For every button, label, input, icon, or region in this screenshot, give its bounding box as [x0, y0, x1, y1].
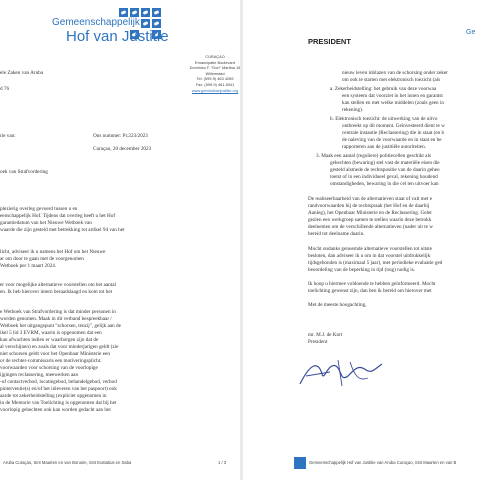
signatory-title: President	[308, 339, 328, 345]
text-line: e Wetboek van Strafvordering is dat minder personen in	[0, 309, 116, 315]
website-link[interactable]: www.gemhofvanjustitie.org	[191, 87, 239, 93]
list-item: b. Elektronisch toezicht: de uitwerking van de uitvo	[330, 116, 438, 122]
reference-number: Ons nummer: Pr.223/2023	[93, 133, 148, 139]
text-line: worden genomen. Maak in dit verband bespreekbaar /	[0, 316, 112, 322]
address-line: Willemstad	[205, 70, 225, 76]
text-line: een systeem dat voorziet in het innen en garantst	[342, 93, 443, 99]
footer-logo-icon	[294, 457, 306, 469]
page-footer: Gemeenschappelijk Hof van Justitie van Aruba Curaçao, Sint Maarten en van B	[309, 460, 457, 465]
text-line: en. Ik heb hierover intern beraadslaagd en kom tot het	[0, 289, 113, 295]
address-line: Dominico F. "Don" Martina 18	[189, 65, 240, 71]
text-line: waarde die zijn gesteld met betrekking tot artikel 94 van het	[0, 227, 125, 233]
text-line: voorlopig gehechten ook kan worden gedacht aan het	[0, 407, 111, 413]
text-line: de naleving van de voorwaarde en in staat en be	[342, 137, 442, 143]
text-line: garantiedatum van het Nieuwe Wetboek van	[0, 220, 92, 226]
text-line: or de rechter-commissaris een motiveringsplicht.	[0, 358, 102, 364]
address-line: Fax: (599-9) 461 8341	[195, 81, 235, 87]
org-name-line2: Hof van Justitie	[66, 28, 169, 45]
text-line: om ook te starten met elektronisch toezicht (als	[342, 77, 441, 83]
text-line: ontbreekt op dit moment. Geïnvesteerd dient te w	[342, 123, 445, 129]
text-line: bereid tot deelname daarin.	[308, 231, 365, 237]
text-line: rie van:	[0, 133, 16, 139]
address-line: Tel: (599-9) 463 4265	[196, 76, 234, 82]
logo-tile-icon	[152, 8, 161, 17]
logo-tile-icon	[119, 8, 128, 17]
page-number: 1 / 3	[218, 460, 227, 465]
text-line: De realiseerbaarheid van de alternatieven staat of valt met e	[308, 196, 433, 202]
letter-page-2	[243, 0, 480, 480]
text-line: licht, adviseer ik u namens het Hof om het Nieuwe	[0, 249, 106, 255]
list-item: 3. Maak een aantal (reguliere) politiecellen geschikt als	[316, 153, 431, 159]
letter-date: Curaçao, 20 december 2023	[93, 146, 152, 152]
text-line: kan stellen en met welke middelen (zoals geen in	[342, 100, 444, 106]
text-line: voorwaarden voor schorsing van de voorlopige	[0, 365, 98, 371]
text-line: ijgingen reclassering, meewerken aan	[0, 372, 79, 378]
text-line: niet schorsen geldt voor het Openbaar Ministerie een	[0, 351, 110, 357]
signatory-name: mr. M.J. de Kort	[308, 332, 343, 338]
text-line: Wetboek het uitgangspunt "schorsen, tenzij", gelijk aan de	[0, 323, 121, 329]
text-line: gehechten (bewaring) stel vast de materiële eisen die	[330, 160, 440, 166]
org-name-line1: Gemeenschappelijk	[52, 17, 140, 28]
logo-tile-icon	[152, 19, 161, 28]
page-header-president: PRESIDENT	[308, 37, 351, 46]
text-line: nieuw leven inblazen van de schorsing onder zeker	[342, 70, 448, 76]
text-line: centrale instantie (Reclassering) die in staat (en b	[342, 130, 445, 136]
text-line: toetst of in een individueel geval, rekening houdend	[330, 174, 438, 180]
text-line: beoordeling van de beperking in tijd (nog) nodig is.	[308, 267, 416, 273]
text-line: deelnemen om de verschillende alternatieven (nader uit te w	[308, 224, 434, 230]
list-item: a. Zekerheidstelling: het gebruik van deze voorwaa	[330, 86, 437, 92]
text-line: ar om door te gaan met de voorgenomen	[0, 256, 84, 262]
text-line: d 76	[0, 86, 10, 92]
text-line: toelichting gewenst zijn, dan ben ik bereid om hierover met	[308, 288, 432, 294]
text-line: kan afwachten indien er waarborgen zijn dat de	[0, 337, 99, 343]
address-line: Emancipatie Boulevard	[194, 59, 235, 65]
court-address	[180, 54, 240, 93]
text-line: -of contactverbod, locatiegebod, behandelgebod, verbod	[0, 379, 117, 385]
text-line: gesteld alsmede de rechtspositie van de daarin geheo	[330, 167, 440, 173]
text-line: Aanleg), het Openbaar Ministerie en de Reclassering. Gelet	[308, 210, 432, 216]
text-line: Wetboek per 1 maart 2024.	[0, 263, 57, 269]
logo-tile-icon	[130, 8, 139, 17]
subject-line: oek van Strafvordering	[0, 169, 48, 175]
text-line: al verschijnen) en zoals dat voor minderjarigen geldt (zie	[0, 344, 119, 350]
text-line: Ik hoop u hiermee voldoende te hebben geïnformeerd. Mocht	[308, 281, 436, 287]
text-line: rekening).	[342, 107, 364, 113]
text-line: aarde tot zekerheidstelling (expliciet opgenomen in	[0, 393, 107, 399]
text-line: randvoorwaarden bij de rechtspraak (het Hof en de daarbij	[308, 203, 430, 209]
closing-salutation: Met de meeste hoogachting,	[308, 302, 367, 308]
text-line: in de Memorie van Toelichting is opgenomen dat bij het	[0, 400, 117, 406]
text-line: eenschappelijk Hof. Tijdens dat overleg heeft u het Hof	[0, 213, 116, 219]
text-line: er voor mogelijke alternatieve voorstellen om het aantal	[0, 282, 116, 288]
text-line: omstandigheden, bewaring in die cel ten uitvoer kan	[330, 181, 439, 187]
logo-tile-icon	[141, 8, 150, 17]
address-line: CURAÇAO	[205, 54, 225, 59]
text-line: besloten, dan adviseer ik u om in dat voorstel uitdrukkelijk	[308, 253, 431, 259]
text-line: plezierig overleg gevoerd tussen u en	[0, 206, 78, 212]
text-line: ele Zaken van Aruba	[0, 70, 44, 76]
text-line: gezien een werkgroep samen te stellen waarin deze betrokk	[308, 217, 432, 223]
text-line: ikel 5 lid 3 EVRM, waarin is opgenomen dat een	[0, 330, 102, 336]
text-line: rapporteren aan de justitiële autoriteiten.	[342, 144, 426, 150]
logo-tile-icon	[141, 19, 150, 28]
text-line: tijdsgebonden is (maximaal 5 jaar), met periodieke evaluatie ged	[308, 260, 443, 266]
page-footer: Aruba Curaçao, Sint Maarten en van Bonaire, Sint Eustatius en Saba	[3, 460, 132, 465]
page-header-org-fragment: Ge	[466, 29, 476, 36]
text-line: pinterventie(s) en/of het inleveren van het paspoort) ook	[0, 386, 117, 392]
handwritten-signature-icon	[296, 356, 386, 390]
text-line: Mocht ondanks genoemde alternatieve voorstellen tot uitste	[308, 246, 432, 252]
